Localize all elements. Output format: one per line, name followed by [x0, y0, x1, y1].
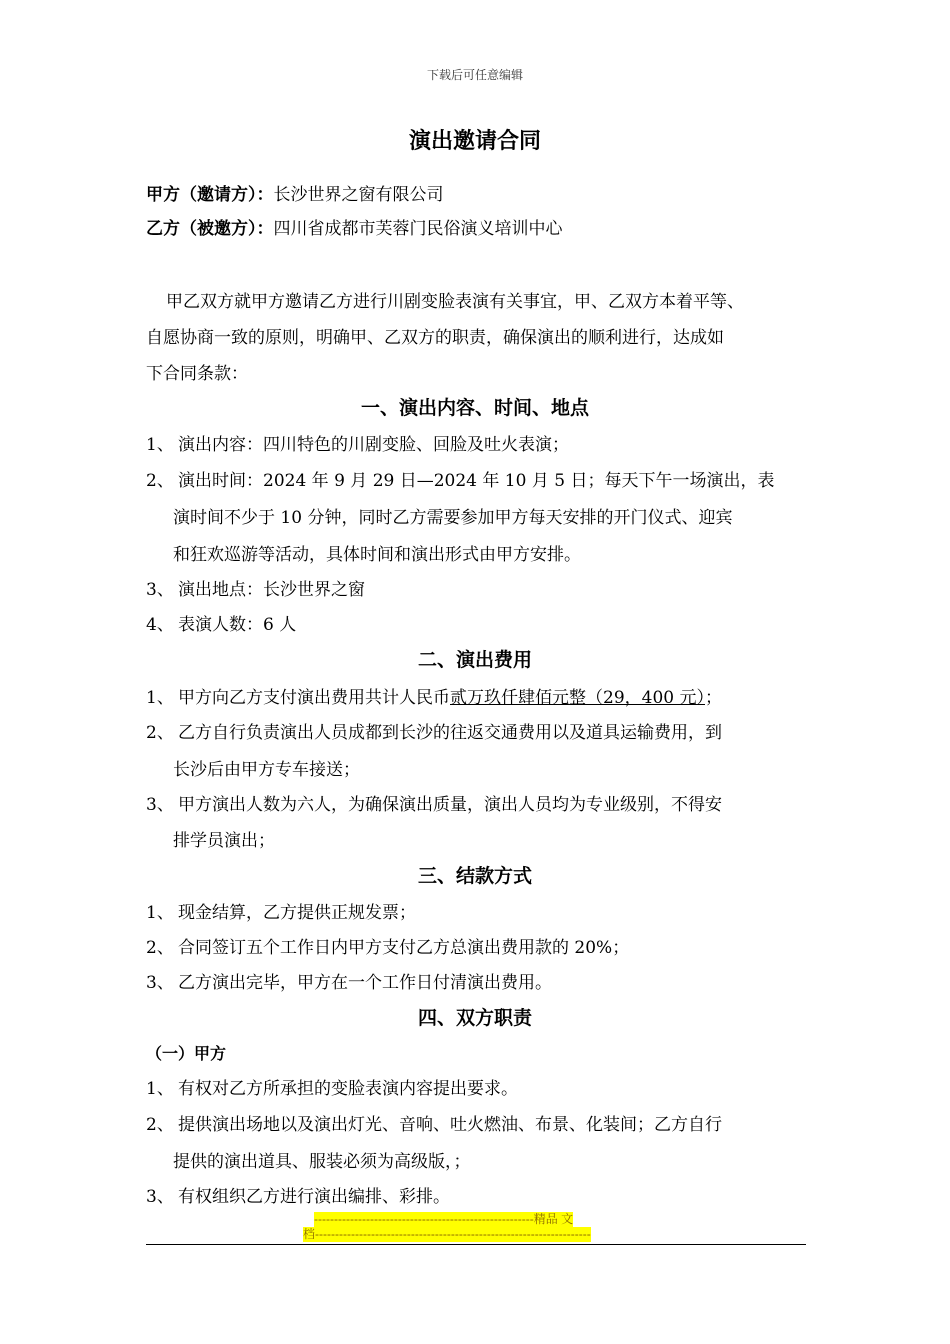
sub-heading-party-a: （一）甲方: [146, 1044, 227, 1063]
intro-line-3: 下合同条款：: [146, 364, 248, 384]
section-3-heading: 三、结款方式: [417, 865, 532, 887]
footer-watermark-line-2: 档---------------------------------------------------------------------: [303, 1227, 591, 1241]
party-b-value: 四川省成都市芙蓉门民俗演义培训中心: [273, 219, 563, 239]
s2-item-3-cont: 排学员演出；: [173, 831, 275, 851]
intro-line-1: 甲乙双方就甲方邀请乙方进行川剧变脸表演有关事宜，甲、乙双方本着平等、: [166, 292, 744, 312]
fee-amount: 贰万玖仟肆佰元整（29，400 元）: [450, 688, 705, 708]
s4-item-3: 3、 有权组织乙方进行演出编排、彩排。: [146, 1187, 450, 1207]
footer-watermark-line-1: -------------------------------------------------------精品 文: [314, 1212, 574, 1226]
s1-item-2-cont-1: 演时间不少于 10 分钟，同时乙方需要参加甲方每天安排的开门仪式、迎宾: [173, 508, 733, 528]
section-2-heading: 二、演出费用: [417, 649, 532, 671]
party-a-value: 长沙世界之窗有限公司: [273, 185, 444, 205]
footer-rule: [146, 1244, 806, 1245]
s3-item-2: 2、 合同签订五个工作日内甲方支付乙方总演出费用款的 20%；: [146, 938, 630, 958]
intro-line-2: 自愿协商一致的原则，明确甲、乙双方的职责，确保演出的顺利进行，达成如: [146, 328, 724, 348]
header-note: 下载后可任意编辑: [426, 68, 523, 82]
party-a-label: 甲方（邀请方）：: [146, 185, 274, 205]
s3-item-3: 3、 乙方演出完毕，甲方在一个工作日付清演出费用。: [146, 973, 552, 993]
s1-item-2: 2、 演出时间：2024 年 9 月 29 日—2024 年 10 月 5 日；每天下午一场演出，表: [146, 471, 775, 491]
s4-item-1: 1、 有权对乙方所承担的变脸表演内容提出要求。: [146, 1079, 518, 1099]
s3-item-1: 1、 现金结算，乙方提供正规发票；: [146, 903, 416, 923]
s2-item-1: 1、 甲方向乙方支付演出费用共计人民币贰万玖仟肆佰元整（29，400 元）；: [146, 688, 722, 708]
s1-item-3: 3、 演出地点：长沙世界之窗: [146, 580, 365, 600]
section-1-heading: 一、演出内容、时间、地点: [360, 397, 589, 419]
section-4-heading: 四、双方职责: [417, 1007, 532, 1029]
s2-item-2-cont: 长沙后由甲方专车接送；: [173, 760, 360, 780]
party-a-line: [146, 180, 444, 205]
s2-item-3: 3、 甲方演出人数为六人，为确保演出质量，演出人员均为专业级别，不得安: [146, 795, 722, 815]
s2-item-2: 2、 乙方自行负责演出人员成都到长沙的往返交通费用以及道具运输费用，到: [146, 723, 722, 743]
s1-item-2-cont-2: 和狂欢巡游等活动，具体时间和演出形式由甲方安排。: [173, 545, 581, 565]
s4-item-2: 2、 提供演出场地以及演出灯光、音响、吐火燃油、布景、化装间；乙方自行: [146, 1115, 722, 1135]
s4-item-2-cont: 提供的演出道具、服装必须为高级版，；: [173, 1152, 471, 1172]
s1-item-1: 1、 演出内容：四川特色的川剧变脸、回脸及吐火表演；: [146, 435, 569, 455]
document-title: 演出邀请合同: [408, 129, 541, 154]
s1-item-4: 4、 表演人数：6 人: [146, 615, 297, 635]
party-b-line: [146, 214, 563, 239]
party-b-label: 乙方（被邀方）：: [146, 219, 274, 239]
